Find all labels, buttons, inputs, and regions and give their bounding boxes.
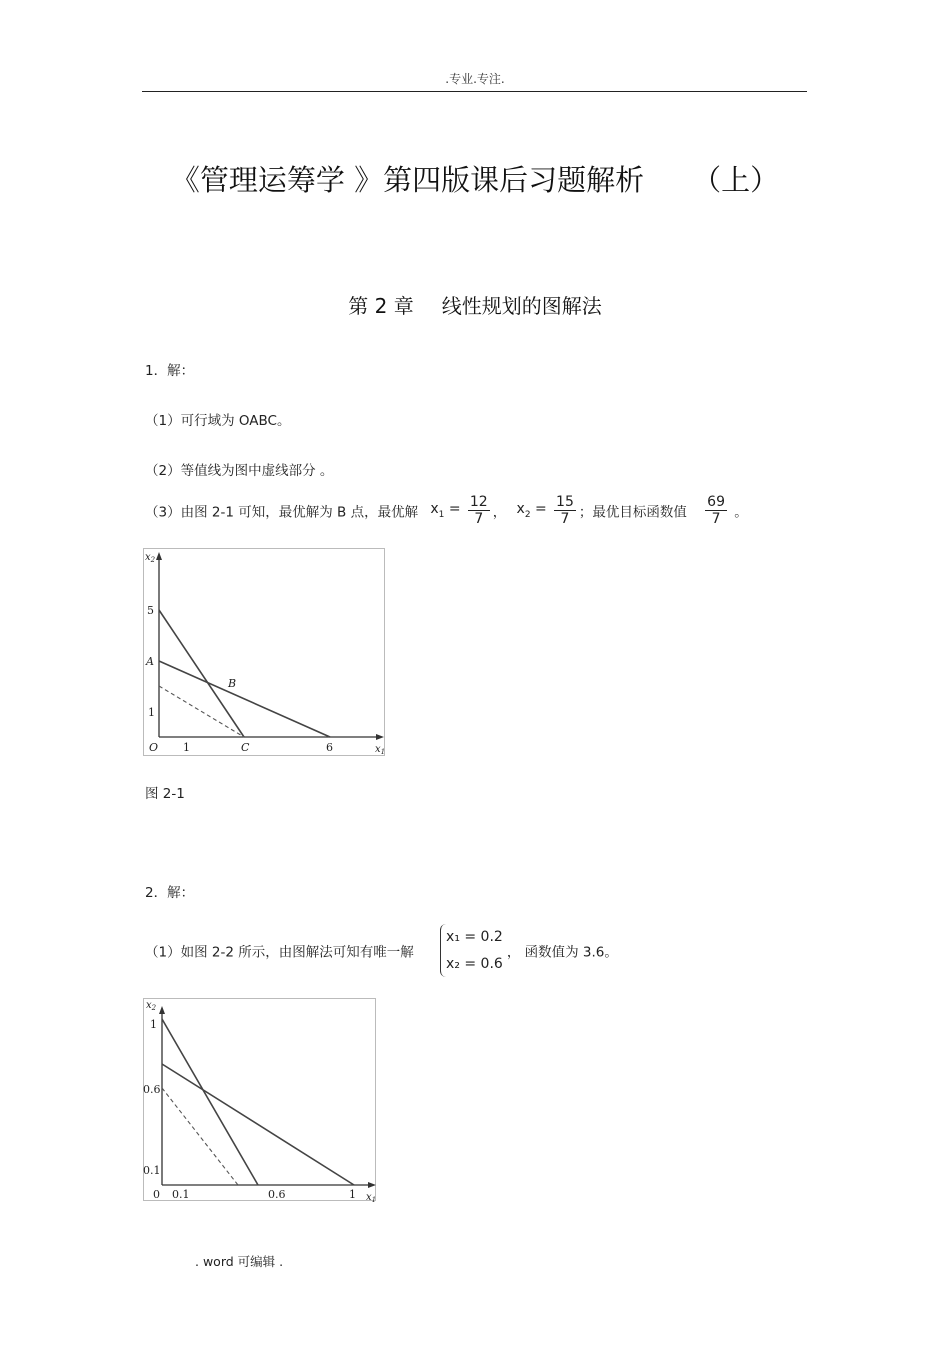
solution-x2: x₂ = 0.6 [446, 955, 503, 972]
q2-p1-suffix: ， 函数值为 3.6。 [506, 944, 618, 961]
constraint-line-2 [159, 661, 330, 737]
y-axis-arrow-icon-2 [159, 1006, 165, 1014]
fig2-constraint-line-2 [162, 1064, 354, 1185]
q1-comma: ， [492, 504, 507, 521]
page-footer: . word 可编辑 . [195, 1254, 284, 1269]
fig1-x-tick-c: C [241, 741, 250, 754]
chapter-number: 第 2 章 [348, 294, 414, 318]
objective-denominator: 7 [711, 511, 721, 528]
figure-frame [144, 549, 385, 756]
fig1-point-b: B [228, 677, 237, 690]
x1-sub: 1 [438, 509, 445, 520]
x-axis-arrow-icon [376, 734, 384, 740]
title-main: 《管理运筹学 》第四版课后习题解析 [170, 163, 645, 197]
x1-fraction [468, 494, 490, 527]
q1-label: 1．解： [145, 363, 195, 379]
document-title [0, 158, 950, 199]
fig2-y-tick-1: 1 [150, 1018, 157, 1031]
chapter-heading [0, 290, 950, 319]
x2-term [516, 501, 547, 520]
fig2-objective-isoline [162, 1088, 238, 1185]
chapter-name: 线性规划的图解法 [441, 294, 602, 318]
constraint-line-1 [159, 610, 244, 737]
x1-term [430, 501, 461, 520]
fig1-y-tick-a: A [146, 655, 154, 668]
fig2-x-tick-0: 0 [153, 1188, 160, 1201]
objective-fraction [705, 494, 727, 527]
x1-numerator: 12 [469, 494, 488, 510]
fig1-x-tick-6: 6 [326, 741, 333, 754]
fig2-x-tick-1: 1 [349, 1188, 356, 1201]
q1-mid-text: ；最优目标函数值 [578, 504, 687, 521]
figure-2-2 [140, 998, 380, 1208]
fig1-x-axis-label: $x_1$ [375, 744, 386, 756]
q1-paragraph-2: （2）等值线为图中虚线部分 。 [145, 463, 334, 479]
objective-numerator: 69 [707, 494, 725, 510]
fig1-y-tick-1: 1 [148, 706, 155, 719]
q1-end: 。 [729, 504, 748, 521]
fig2-y-tick-0-6: 0.6 [143, 1083, 161, 1096]
x1-denominator: 7 [474, 511, 484, 528]
x1-name: x [430, 501, 439, 518]
y-axis-arrow-icon [156, 552, 162, 560]
fig1-y-tick-5: 5 [147, 604, 154, 617]
q2-paragraph-1 [145, 924, 618, 977]
title-suffix: （上） [692, 163, 780, 197]
x2-eq: = [530, 501, 547, 518]
x2-fraction [554, 494, 576, 527]
q1-p3-prefix: （3）由图 2-1 可知，最优解为 B 点，最优解 [145, 504, 419, 521]
x2-sub: 2 [524, 509, 531, 520]
q1-paragraph-1: （1）可行域为 OABC。 [145, 413, 291, 429]
x2-numerator: 15 [556, 494, 574, 510]
fig2-x-tick-0-6: 0.6 [268, 1188, 286, 1201]
x2-name: x [516, 501, 525, 518]
fig2-x-tick-0-1: 0.1 [172, 1188, 190, 1201]
fig2-x-axis-label: $x_1$ [366, 1192, 377, 1204]
q2-p1-prefix: （1）如图 2-2 所示，由图解法可知有唯一解 [145, 944, 414, 961]
fig2-y-axis-label: $x_2$ [146, 1000, 157, 1012]
solution-system [440, 924, 503, 977]
page-header: .专业.专注. [445, 72, 505, 86]
header-rule [142, 91, 807, 92]
fig1-origin-label: O [149, 741, 159, 754]
q2-label: 2．解： [145, 885, 195, 901]
figure-2-1 [143, 548, 388, 758]
figure-frame-2 [144, 999, 376, 1201]
figure-2-1-caption: 图 2-1 [145, 786, 185, 802]
x-axis-arrow-icon-2 [368, 1182, 376, 1188]
fig1-x-tick-1: 1 [183, 741, 190, 754]
fig2-y-tick-0-1: 0.1 [143, 1164, 161, 1177]
solution-x1: x₁ = 0.2 [446, 929, 503, 945]
q1-paragraph-3 [145, 494, 748, 527]
x1-eq: = [444, 501, 461, 518]
fig1-y-axis-label: $x_2$ [145, 552, 156, 564]
x2-denominator: 7 [560, 511, 570, 528]
fig2-constraint-line-1 [162, 1019, 258, 1185]
